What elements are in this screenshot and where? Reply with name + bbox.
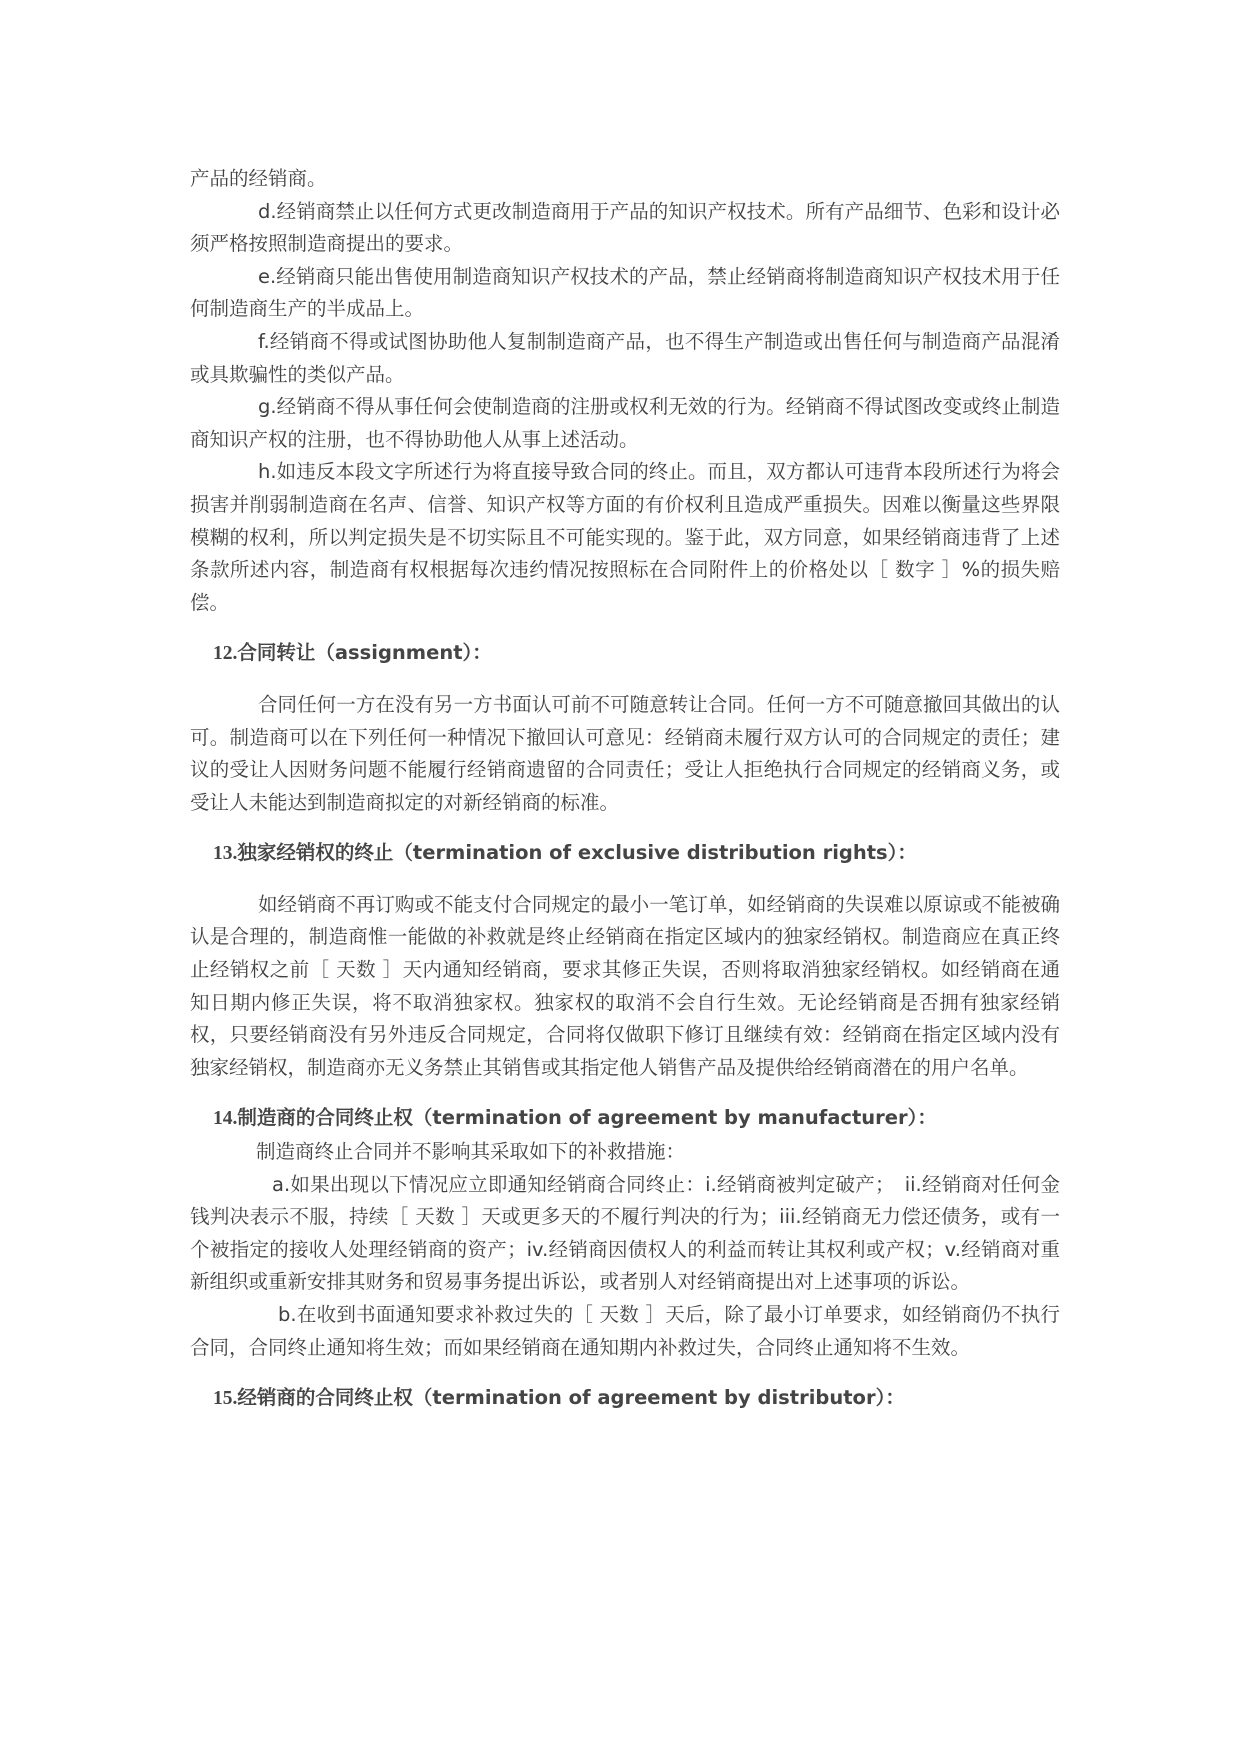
section-title-zh: 独家经销权的终止	[237, 841, 394, 865]
clause-e: e.经销商只能出售使用制造商知识产权技术的产品，禁止经销商将制造商知识产权技术用于任何制造商生产的半成品上。	[190, 264, 1060, 321]
section-13-heading	[190, 837, 1060, 871]
section-number: 12.	[213, 643, 238, 665]
section-12-body: 合同任何一方在没有另一方书面认可前不可随意转让合同。任何一方不可随意撤回其做出的认可。制造商可以在下列任何一种情况下撤回认可意见：经销商未履行双方认可的合同规定的责任；建议的受让人因财务问题不能履行经销商遗留的合同责任；受让人拒绝执行合同规定的经销商义务，或受让人未能达到制造商拟定的对新经销商的标准。	[190, 692, 1060, 814]
clause-b: b.在收到书面通知要求补救过失的［ 天数 ］天后，除了最小订单要求，如经销商仍不执行合同，合同终止通知将生效；而如果经销商在通知期内补救过失，合同终止通知将不生效。	[190, 1303, 1060, 1359]
section-title-en: （termination of agreement by distributor）：	[412, 1386, 905, 1410]
clause-f: f.经销商不得或试图协助他人复制制造商产品，也不得生产制造或出售任何与制造商产品混淆或具欺骗性的类似产品。	[190, 329, 1060, 386]
clause-g: g.经销商不得从事任何会使制造商的注册或权利无效的行为。经销商不得试图改变或终止制造商知识产权的注册，也不得协助他人从事上述活动。	[190, 395, 1060, 451]
section-title-zh: 合同转让	[237, 641, 316, 665]
clause-h: h.如违反本段文字所述行为将直接导致合同的终止。而且，双方都认可违背本段所述行为将会损害并削弱制造商在名声、信誉、知识产权等方面的有价权利且造成严重损失。因难以衡量这些界限模糊的权利，所以判定损失是不切实际且不可能实现的。鉴于此，双方同意，如果经销商违背了上述条款所述内容，制造商有权根据每次违约情况按照标在合同附件上的价格处以［ 数字 ］%的损失赔偿。	[190, 460, 1060, 614]
section-14-heading	[190, 1102, 1060, 1136]
section-number: 13.	[213, 843, 238, 865]
section-title-en: （termination of exclusive distribution rights）：	[393, 841, 917, 865]
section-15-heading	[190, 1382, 1060, 1416]
document-page	[190, 163, 1060, 1416]
clause-d: d.经销商禁止以任何方式更改制造商用于产品的知识产权技术。所有产品细节、色彩和设计必须严格按照制造商提出的要求。	[190, 199, 1060, 256]
section-title-zh: 制造商的合同终止权	[237, 1106, 413, 1130]
section-title-zh: 经销商的合同终止权	[237, 1386, 413, 1410]
section-12-heading	[190, 637, 1060, 671]
section-title-en: （termination of agreement by manufacturer）：	[412, 1106, 937, 1130]
section-number: 14.	[213, 1108, 238, 1130]
section-13-body: 如经销商不再订购或不能支付合同规定的最小一笔订单，如经销商的失误难以原谅或不能被确认是合理的，制造商惟一能做的补救就是终止经销商在指定区域内的独家经销权。制造商应在真正终止经销权之前［ 天数 ］天内通知经销商，要求其修正失误，否则将取消独家经销权。如经销商在通知日期内修正失误，将不取消独家权。独家权的取消不会自行生效。无论经销商是否拥有独家经销权，只要经销商没有另外违反合同规定，合同将仅做职下修订且继续有效：经销商在指定区域内没有独家经销权，制造商亦无义务禁止其销售或其指定他人销售产品及提供给经销商潜在的用户名单。	[190, 892, 1060, 1079]
section-title-en: （assignment）：	[315, 641, 492, 665]
section-14-intro: 制造商终止合同并不影响其采取如下的补救措施：	[256, 1140, 686, 1164]
paragraph-continuation: 产品的经销商。	[190, 167, 327, 190]
section-number: 15.	[213, 1388, 238, 1410]
clause-a: a.如果出现以下情况应立即通知经销商合同终止：i.经销商被判定破产； ii.经销商对任何金钱判决表示不服，持续［ 天数 ］天或更多天的不履行判决的行为；iii.经销商无力偿还债务，或有一个被指定的接收人处理经销商的资产；iv.经销商因债权人的利益而转让其权利或产权；v.经销商对重新组织或重新安排其财务和贸易事务提出诉讼，或者别人对经销商提出对上述事项的诉讼。	[190, 1172, 1060, 1294]
